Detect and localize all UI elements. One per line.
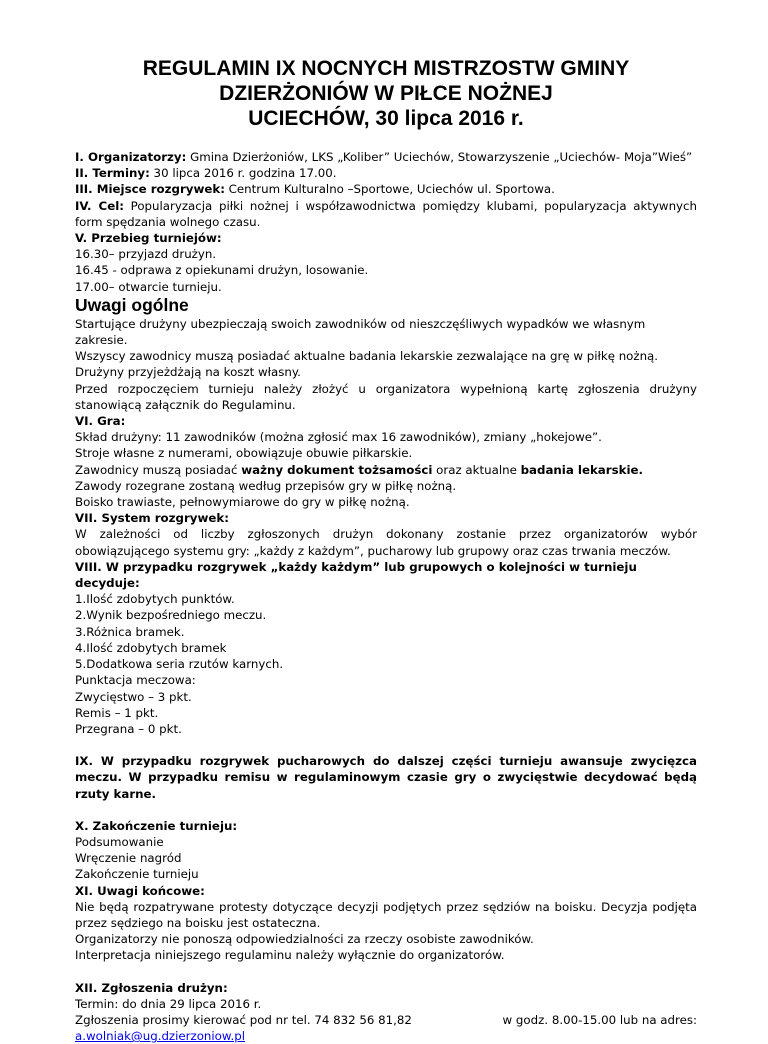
- game-line: Stroje własne z numerami, obowiązuje obuwie piłkarskie.: [75, 446, 413, 461]
- ranking-item: 1.Ilość zdobytych punktów.: [75, 592, 235, 607]
- section-label: II. Terminy:: [75, 166, 150, 181]
- ranking-item: 3.Różnica bramek.: [75, 624, 185, 639]
- contact-hours-text: w godz. 8.00-15.00 lub na adres:: [502, 1012, 697, 1027]
- section-cup-rules: IX. W przypadku rozgrywek pucharowych do dalszej części turnieju awansuje zwycięzca meczu. W przypadku remisu w regulaminowym czasie gry o zwycięstwie decydować będą rzuty karne.: [75, 754, 697, 801]
- game-line: Zawody rozegrane zostaną według przepisów gry w piłkę nożną.: [75, 478, 457, 493]
- points-label: Punktacja meczowa:: [75, 673, 196, 688]
- general-remark: Wszyscy zawodnicy muszą posiadać aktualne badania lekarskie zezwalające na grę w piłkę nożną.: [75, 349, 659, 364]
- schedule-line: 17.00– otwarcie turnieju.: [75, 279, 222, 294]
- points-line: Przegrana – 0 pkt.: [75, 721, 182, 736]
- title-line-1: REGULAMIN IX NOCNYCH MISTRZOSTW GMINY: [142, 57, 630, 80]
- final-remark: Nie będą rozpatrywane protesty dotyczące decyzji podjętych przez sędziów na boisku. Decyzja podjęta przez sędziego na boisku jest ostateczna.: [75, 899, 697, 930]
- points-line: Remis – 1 pkt.: [75, 705, 159, 720]
- section-goal: [75, 198, 697, 230]
- spacer: [75, 964, 697, 980]
- system-text: W zależności od liczby zgłoszonych drużyn dokonany zostanie przez organizatorów wybór obowiązującego systemu gry: „każdy z każdym”, pucharowy lub grupowy oraz czas trwania meczów.: [75, 527, 697, 558]
- spacer: [75, 802, 697, 818]
- game-line-documents: Zawodnicy muszą posiadać ważny dokument tożsamości oraz aktualne badania lekarskie.: [75, 462, 643, 477]
- general-remarks-heading: Uwagi ogólne: [75, 294, 189, 315]
- contact-phone-text: Zgłoszenia prosimy kierować pod nr tel. 74 832 56 81,82: [75, 1012, 412, 1027]
- closing-line: Wręczenie nagród: [75, 851, 182, 866]
- closing-line: Podsumowanie: [75, 834, 164, 849]
- regulations-document: [75, 56, 697, 1044]
- section-text: Centrum Kulturalno –Sportowe, Uciechów ul. Sportowa.: [224, 182, 555, 197]
- section-final-remarks-label: XI. Uwagi końcowe:: [75, 883, 205, 898]
- section-game-label: VI. Gra:: [75, 414, 126, 429]
- ranking-item: 4.Ilość zdobytych bramek: [75, 640, 227, 655]
- registration-contact: [75, 1012, 697, 1028]
- general-remark: Startujące drużyny ubezpieczają swoich zawodników od nieszczęśliwych wypadków we własnym zakresie.: [75, 316, 646, 348]
- section-system-label: VII. System rozgrywek:: [75, 511, 229, 526]
- section-organizers: [75, 149, 697, 165]
- section-ranking-label: VIII. W przypadku rozgrywek „każdy każdym” lub grupowych o kolejności w turnieju decyduje:: [75, 559, 637, 591]
- registration-deadline: Termin: do dnia 29 lipca 2016 r.: [75, 996, 262, 1011]
- section-venue: [75, 181, 697, 197]
- final-remark: Interpretacja niniejszego regulaminu należy wyłącznie do organizatorów.: [75, 948, 505, 963]
- email-link[interactable]: a.wolniak@ug.dzierzoniow.pl: [75, 1029, 245, 1044]
- points-line: Zwycięstwo – 3 pkt.: [75, 689, 192, 704]
- schedule-line: 16.45 - odprawa z opiekunami drużyn, losowanie.: [75, 263, 369, 278]
- title-line-2: DZIERŻONIÓW W PIŁCE NOŻNEJ: [219, 82, 553, 105]
- section-closing-label: X. Zakończenie turnieju:: [75, 818, 238, 833]
- section-dates: [75, 165, 697, 181]
- closing-line: Zakończenie turnieju: [75, 867, 199, 882]
- schedule-line: 16.30– przyjazd drużyn.: [75, 247, 217, 262]
- ranking-item: 5.Dodatkowa seria rzutów karnych.: [75, 657, 284, 672]
- section-registration-label: XII. Zgłoszenia drużyn:: [75, 980, 228, 995]
- section-text: Popularyzacja piłki nożnej i współzawodnictwa pomiędzy klubami, popularyzacja aktywnych form spędzania wolnego czasu.: [75, 198, 697, 229]
- general-remark: Przed rozpoczęciem turnieju należy złożyć u organizatora wypełnioną kartę zgłoszenia drużyny stanowiącą załącznik do Regulaminu.: [75, 381, 697, 412]
- game-line: Boisko trawiaste, pełnowymiarowe do gry w piłkę nożną.: [75, 495, 410, 510]
- final-remark: Organizatorzy nie ponoszą odpowiedzialności za rzeczy osobiste zawodników.: [75, 932, 534, 947]
- title-line-3: UCIECHÓW, 30 lipca 2016 r.: [248, 107, 524, 130]
- section-text: Gmina Dzierżoniów, LKS „Koliber” Uciechów, Stowarzyszenie „Uciechów- Moja”Wieś”: [186, 150, 693, 164]
- section-label: IV. Cel:: [75, 198, 124, 213]
- general-remark: Drużyny przyjeżdżają na koszt własny.: [75, 365, 301, 380]
- section-schedule-label: V. Przebieg turniejów:: [75, 231, 222, 246]
- game-line: Skład drużyny: 11 zawodników (można zgłosić max 16 zawodników), zmiany „hokejowe”.: [75, 430, 602, 445]
- section-label: III. Miejsce rozgrywek:: [75, 182, 225, 197]
- section-label: I. Organizatorzy:: [75, 150, 187, 164]
- ranking-item: 2.Wynik bezpośredniego meczu.: [75, 608, 267, 623]
- spacer: [75, 737, 697, 753]
- document-title: [75, 56, 697, 131]
- section-text: 30 lipca 2016 r. godzina 17.00.: [149, 166, 337, 181]
- email-line: [75, 1028, 697, 1044]
